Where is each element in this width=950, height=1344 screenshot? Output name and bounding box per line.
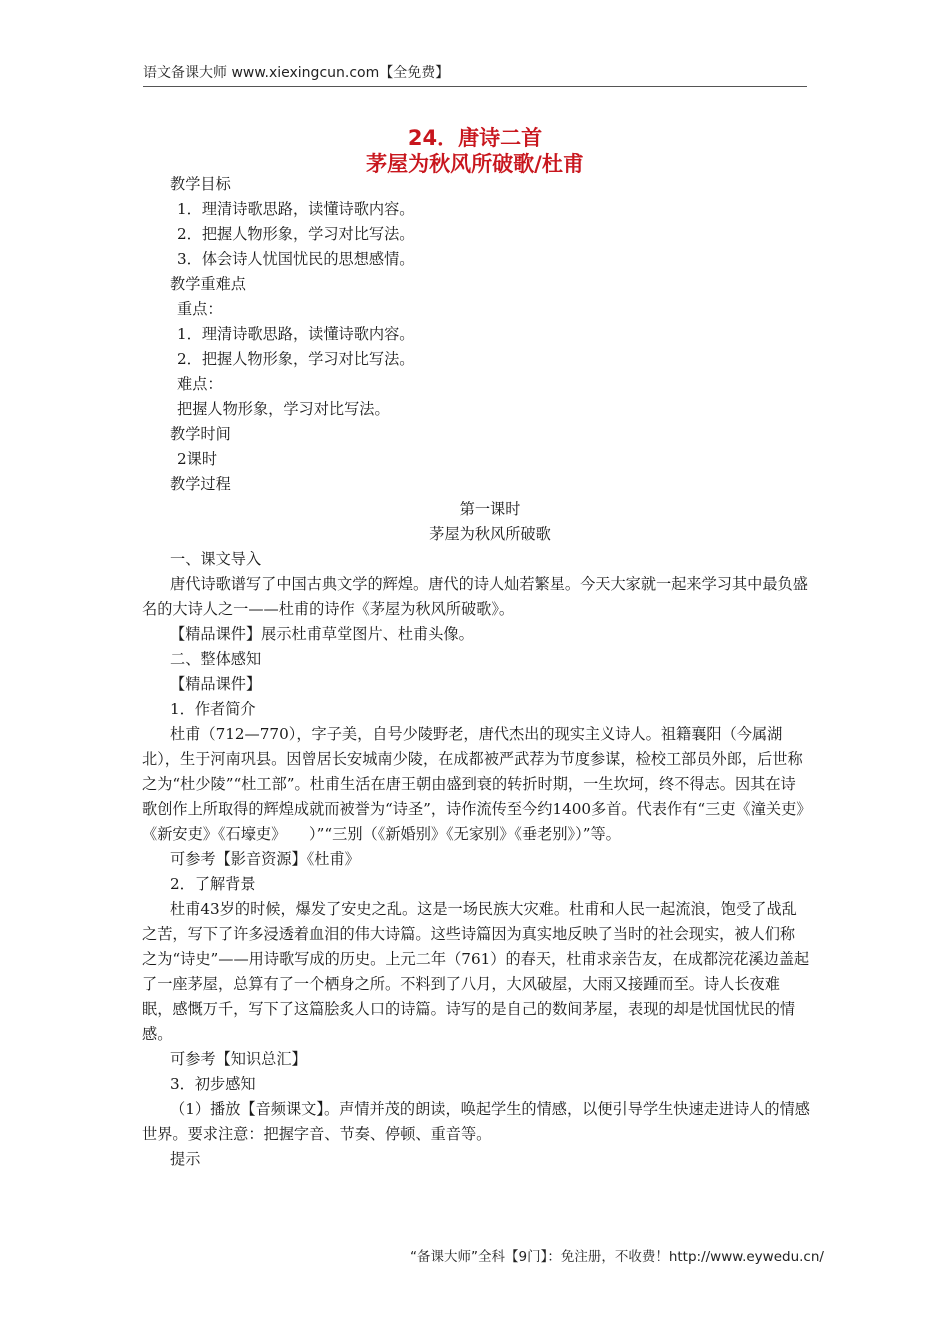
key-point-item-1: 1．理清诗歌思路，读懂诗歌内容。 bbox=[177, 325, 415, 343]
objective-item-1: 1．理清诗歌思路，读懂诗歌内容。 bbox=[177, 200, 415, 218]
section-heading-process: 教学过程 bbox=[170, 475, 231, 493]
key-point-label: 重点： bbox=[177, 300, 223, 318]
lesson-title: 24．唐诗二首 bbox=[407, 126, 543, 150]
subheading-author: 1．作者简介 bbox=[170, 700, 256, 718]
section-heading-time: 教学时间 bbox=[170, 425, 231, 443]
paragraph-author-bio: 杜甫（712—770），字子美，自号少陵野老，唐代杰出的现实主义诗人。祖籍襄阳（今属湖北），生于河南巩县。因曾居长安城南少陵，在成都被严武荐为节度参谋，检校工部员外郎，后世称之为“杜少陵”“杜工部”。杜甫生活在唐王朝由盛到衰的转折时期，一生坎坷，终不得志。因其在诗歌创作上所取得的辉煌成就而被誉为“诗圣”，诗作流传至今约1400多首。代表作有“三吏《潼关吏》《新安吏》《石壕吏》 ）”“三别（《新婚别》《无家别》《垂老别》）”等。 bbox=[142, 725, 804, 843]
objective-item-2: 2．把握人物形象，学习对比写法。 bbox=[177, 225, 415, 243]
step-heading-intro: 一、课文导入 bbox=[170, 550, 262, 568]
page-footer: “备课大师”全科【9门】：免注册，不收费！http://www.eywedu.cn/ bbox=[410, 1249, 824, 1265]
reference-note-1: 可参考【影音资源】《杜甫》 bbox=[170, 850, 360, 868]
step-heading-overview: 二、整体感知 bbox=[170, 650, 262, 668]
teaching-time-value: 2课时 bbox=[177, 450, 218, 468]
header-divider bbox=[143, 86, 807, 87]
reference-note-2: 可参考【知识总汇】 bbox=[170, 1050, 307, 1068]
page-header: 语文备课大师 www.xiexingcun.com【全免费】 bbox=[143, 65, 450, 81]
poem-title-heading: 茅屋为秋风所破歌 bbox=[429, 525, 551, 543]
document-body bbox=[142, 172, 810, 1172]
lesson-subtitle: 茅屋为秋风所破歌/杜甫 bbox=[366, 152, 584, 176]
subheading-background: 2．了解背景 bbox=[170, 875, 256, 893]
difficulty-item: 把握人物形象，学习对比写法。 bbox=[177, 400, 390, 418]
paragraph-reading: （1）播放【音频课文】。声情并茂的朗读，唤起学生的情感，以便引导学生快速走进诗人的情感世界。要求注意：把握字音、节奏、停顿、重音等。 bbox=[142, 1100, 810, 1143]
objective-item-3: 3．体会诗人忧国忧民的思想感情。 bbox=[177, 250, 415, 268]
hint-label: 提示 bbox=[170, 1150, 201, 1168]
paragraph-background: 杜甫43岁的时候，爆发了安史之乱。这是一场民族大灾难。杜甫和人民一起流浪，饱受了战乱之苦，写下了许多浸透着血泪的伟大诗篇。这些诗篇因为真实地反映了当时的社会现实，被人们称之为“诗史”——用诗歌写成的历史。上元二年（761）的春天，杜甫求亲告友，在成都浣花溪边盖起了一座茅屋，总算有了一个栖身之所。不料到了八月，大风破屋，大雨又接踵而至。诗人长夜难眠，感慨万千，写下了这篇脍炙人口的诗篇。诗写的是自己的数间茅屋，表现的却是忧国忧民的情感。 bbox=[142, 900, 810, 1043]
subheading-first-impression: 3．初步感知 bbox=[170, 1075, 256, 1093]
courseware-note-2: 【精品课件】 bbox=[170, 675, 262, 693]
lesson-period-heading: 第一课时 bbox=[459, 500, 521, 518]
paragraph-intro: 唐代诗歌谱写了中国古典文学的辉煌。唐代的诗人灿若繁星。今天大家就一起来学习其中最负盛名的大诗人之一——杜甫的诗作《茅屋为秋风所破歌》。 bbox=[142, 575, 808, 618]
difficulty-label: 难点： bbox=[177, 375, 223, 393]
section-heading-objectives: 教学目标 bbox=[170, 175, 231, 193]
section-heading-key-points: 教学重难点 bbox=[170, 275, 246, 293]
key-point-item-2: 2．把握人物形象，学习对比写法。 bbox=[177, 350, 415, 368]
courseware-note-1: 【精品课件】展示杜甫草堂图片、杜甫头像。 bbox=[170, 625, 474, 643]
